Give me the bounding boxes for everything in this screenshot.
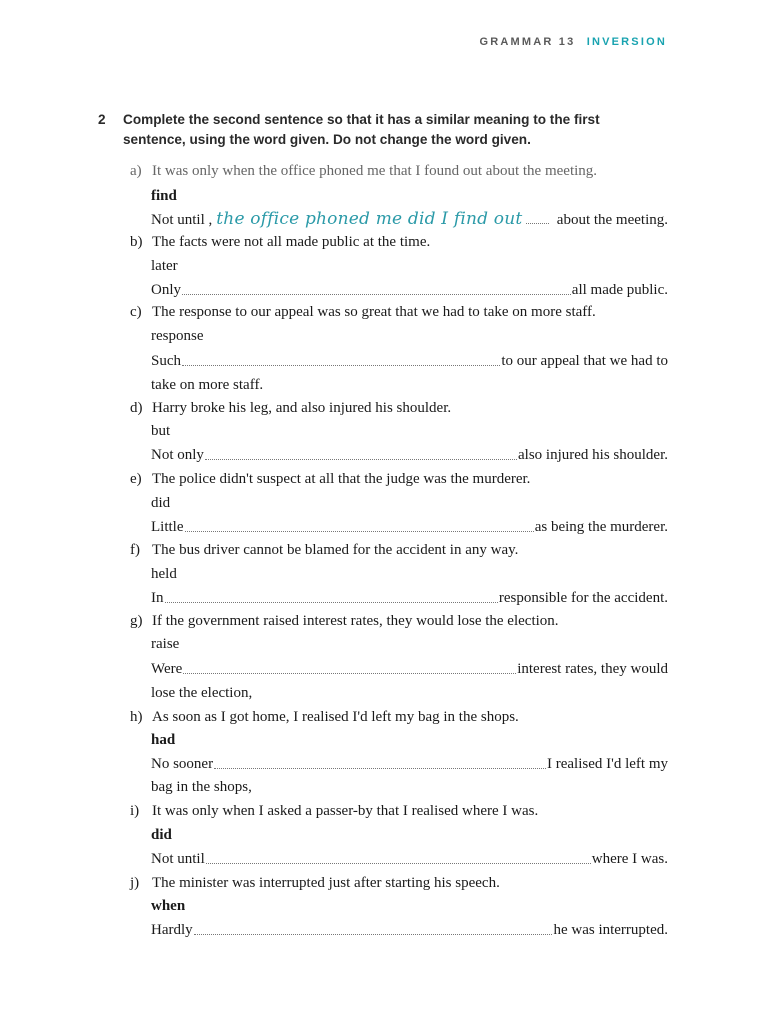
item-g-keyword: raise bbox=[151, 636, 180, 652]
item-i-start: Not until bbox=[151, 851, 205, 867]
item-h-keyword: had bbox=[151, 732, 176, 748]
item-e-sentence bbox=[130, 470, 668, 488]
header-topic: INVERSION bbox=[586, 36, 667, 48]
item-c-answer-line bbox=[151, 352, 668, 370]
item-f-dots bbox=[165, 601, 498, 603]
item-i-answer-line bbox=[151, 850, 668, 868]
task-instruction-text: Complete the second sentence so that it has a similar meaning to the first sentence, using the word given. Do not change the word given. bbox=[123, 112, 600, 147]
item-g-marker: g) bbox=[130, 613, 143, 629]
item-g-original: If the government raised interest rates, they would lose the election. bbox=[152, 613, 559, 629]
task-number: 2 bbox=[98, 112, 106, 127]
item-h-sentence bbox=[130, 708, 668, 726]
item-a-start: Not until , bbox=[151, 212, 213, 228]
item-c-continuation: take on more staff. bbox=[151, 377, 264, 393]
item-b-answer-line bbox=[151, 281, 668, 299]
item-g-answer-line bbox=[151, 660, 668, 678]
item-e-original: The police didn't suspect at all that the judge was the murderer. bbox=[152, 471, 531, 487]
item-h-dots bbox=[214, 767, 546, 769]
item-i-dots bbox=[206, 862, 591, 864]
item-e-marker: e) bbox=[130, 471, 142, 487]
item-b-sentence bbox=[130, 233, 668, 251]
item-c-dots bbox=[182, 364, 500, 366]
item-h-start: No sooner bbox=[151, 756, 214, 772]
item-f-sentence bbox=[130, 541, 668, 559]
item-b-dots bbox=[182, 293, 571, 295]
item-g-start: Were bbox=[151, 661, 183, 677]
item-a-dots bbox=[526, 223, 548, 224]
item-b-start: Only bbox=[151, 282, 181, 298]
item-c-end: to our appeal that we had to bbox=[501, 353, 668, 369]
item-f-marker: f) bbox=[130, 542, 140, 558]
item-e-start: Little bbox=[151, 519, 184, 535]
item-i-end: where I was. bbox=[591, 851, 668, 867]
item-j-dots bbox=[194, 933, 553, 935]
item-b-original: The facts were not all made public at the time. bbox=[152, 234, 431, 250]
item-g-dots bbox=[183, 672, 516, 674]
item-d-marker: d) bbox=[130, 400, 143, 416]
item-i-keyword: did bbox=[151, 827, 172, 843]
item-c-marker: c) bbox=[130, 304, 142, 320]
item-b-keyword: later bbox=[151, 258, 178, 274]
item-j-start: Hardly bbox=[151, 922, 193, 938]
item-b-marker: b) bbox=[130, 234, 143, 250]
item-h-answer-line bbox=[151, 755, 668, 773]
item-f-start: In bbox=[151, 590, 164, 606]
item-h-marker: h) bbox=[130, 709, 143, 725]
item-j-original: The minister was interrupted just after starting his speech. bbox=[152, 875, 500, 891]
item-d-end: also injured his shoulder. bbox=[518, 447, 668, 463]
item-i-original: It was only when I asked a passer-by that I realised where I was. bbox=[152, 803, 539, 819]
item-a-original: It was only when the office phoned me that I found out about the meeting. bbox=[152, 163, 598, 179]
item-b-end: all made public. bbox=[571, 282, 668, 298]
item-c-original: The response to our appeal was so great that we had to take on more staff. bbox=[152, 304, 596, 320]
item-a-sentence bbox=[130, 162, 668, 180]
item-d-dots bbox=[205, 458, 517, 460]
item-f-answer-line bbox=[151, 589, 668, 607]
item-j-end: he was interrupted. bbox=[553, 922, 668, 938]
item-f-original: The bus driver cannot be blamed for the accident in any way. bbox=[152, 542, 519, 558]
item-d-answer-line bbox=[151, 446, 668, 464]
item-a-keyword: find bbox=[151, 188, 177, 204]
item-c-sentence bbox=[130, 303, 668, 321]
item-i-sentence bbox=[130, 802, 668, 820]
item-g-end: interest rates, they would bbox=[517, 661, 668, 677]
item-i-marker: i) bbox=[130, 803, 140, 819]
item-g-sentence bbox=[130, 612, 668, 630]
item-e-end: as being the murderer. bbox=[534, 519, 668, 535]
item-a-end: about the meeting. bbox=[556, 212, 668, 228]
item-a-answer-line bbox=[151, 210, 668, 229]
item-d-start: Not only bbox=[151, 447, 204, 463]
header-grammar-unit: GRAMMAR 13 bbox=[479, 36, 576, 48]
item-j-answer-line bbox=[151, 921, 668, 939]
item-e-keyword: did bbox=[151, 495, 171, 511]
item-e-dots bbox=[185, 530, 534, 532]
item-d-sentence bbox=[130, 399, 668, 417]
item-e-answer-line bbox=[151, 518, 668, 536]
item-j-sentence bbox=[130, 874, 668, 892]
item-g-continuation: lose the election, bbox=[151, 685, 253, 701]
item-h-continuation: bag in the shops, bbox=[151, 779, 252, 795]
item-a-handwritten-answer: the office phoned me did I find out bbox=[216, 209, 523, 229]
item-h-end: I realised I'd left my bbox=[547, 756, 668, 772]
item-h-original: As soon as I got home, I realised I'd left my bag in the shops. bbox=[152, 709, 519, 725]
item-c-start: Such bbox=[151, 353, 181, 369]
page-header bbox=[479, 36, 667, 48]
item-c-keyword: response bbox=[151, 328, 204, 344]
item-j-marker: j) bbox=[130, 875, 140, 891]
item-f-end: responsible for the accident. bbox=[498, 590, 668, 606]
item-a-marker: a) bbox=[130, 163, 142, 179]
task-instruction bbox=[98, 110, 658, 150]
item-d-original: Harry broke his leg, and also injured his shoulder. bbox=[152, 400, 452, 416]
item-d-keyword: but bbox=[151, 423, 171, 439]
item-f-keyword: held bbox=[151, 566, 177, 582]
item-j-keyword: when bbox=[151, 898, 186, 914]
